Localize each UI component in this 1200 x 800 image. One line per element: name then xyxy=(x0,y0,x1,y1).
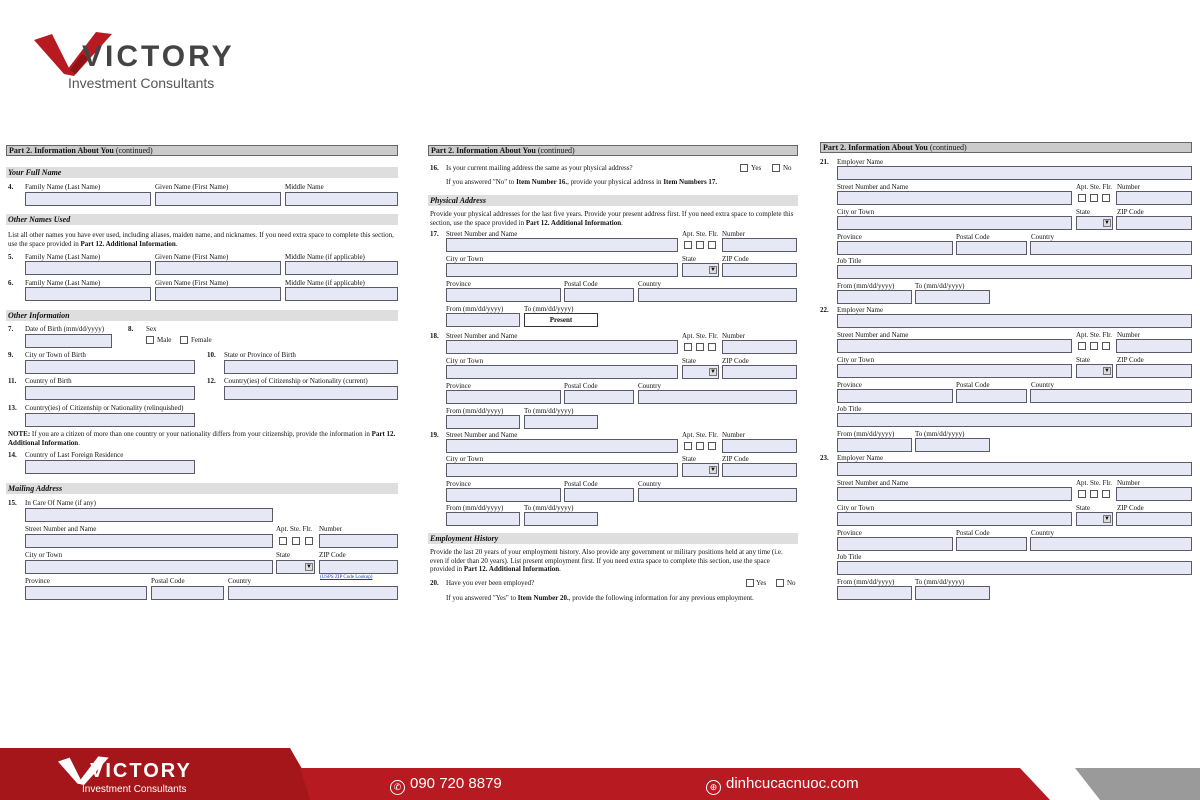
q13-label: Country(ies) of Citizenship or Nationality (relinquished) xyxy=(25,404,184,412)
q21-zip-label: ZIP Code xyxy=(1117,208,1144,216)
q22-street-field[interactable] xyxy=(837,339,1072,353)
q4-middle-label: Middle Name xyxy=(285,183,324,191)
q18-ste-checkbox[interactable] xyxy=(696,343,704,351)
q18-apt-label: Apt. Ste. Flr. xyxy=(682,332,718,340)
sex-female-label: Female xyxy=(191,336,212,344)
q19-number-label: Number xyxy=(722,431,745,439)
page1-header: Part 2. Information About You (continued) xyxy=(6,145,398,156)
q6-family-label: Family Name (Last Name) xyxy=(25,279,101,287)
q10-number: 10. xyxy=(207,351,216,359)
q7-label: Date of Birth (mm/dd/yyyy) xyxy=(25,325,105,333)
q19-country-label: Country xyxy=(638,480,661,488)
q19-from-label: From (mm/dd/yyyy) xyxy=(446,504,504,512)
q23-postal-field[interactable] xyxy=(956,537,1027,551)
q21-number-field[interactable] xyxy=(1116,191,1192,205)
q18-zip-field[interactable] xyxy=(722,365,797,379)
other-names-intro: List all other names you have ever used, including aliases, maiden name, and nicknames. If you need extra space to complete this section, use the space provided in Part 12. Additional Information. xyxy=(8,231,394,248)
q19-to-field[interactable] xyxy=(524,512,598,526)
q21-employer-field[interactable] xyxy=(837,166,1192,180)
chevron-down-icon: ▼ xyxy=(1104,368,1110,374)
q17-street-field[interactable] xyxy=(446,238,678,252)
q17-apt-checkbox[interactable] xyxy=(684,241,692,249)
q13-number: 13. xyxy=(8,404,17,412)
in-care-of-field[interactable] xyxy=(25,508,273,522)
q16-number: 16. xyxy=(430,164,439,172)
q20-yes-label: Yes xyxy=(756,579,767,587)
q18-state-label: State xyxy=(682,357,696,365)
q17-province-field[interactable] xyxy=(446,288,561,302)
q17-zip-label: ZIP Code xyxy=(722,255,749,263)
q17-from-label: From (mm/dd/yyyy) xyxy=(446,305,504,313)
q6-middle-label: Middle Name (if applicable) xyxy=(285,279,365,287)
q22-street-label: Street Number and Name xyxy=(837,331,909,339)
middle-name-field[interactable] xyxy=(285,192,398,206)
q19-city-label: City or Town xyxy=(446,455,484,463)
q23-to-label: To (mm/dd/yyyy) xyxy=(915,578,965,586)
q23-number-field[interactable] xyxy=(1116,487,1192,501)
q21-city-field[interactable] xyxy=(837,216,1072,230)
chevron-down-icon: ▼ xyxy=(710,369,716,375)
q11-label: Country of Birth xyxy=(25,377,72,385)
chevron-down-icon: ▼ xyxy=(1104,516,1110,522)
citizenship-note: NOTE: If you are a citizen of more than one country or your nationality differs from your citizenship, provide the information in Part 12. Additional Information. xyxy=(8,430,396,447)
q4-number: 4. xyxy=(8,183,14,191)
q17-to-label: To (mm/dd/yyyy) xyxy=(524,305,574,313)
page2-header: Part 2. Information About You (continued) xyxy=(428,145,798,156)
q22-zip-field[interactable] xyxy=(1116,364,1192,378)
q19-street-field[interactable] xyxy=(446,439,678,453)
q23-job-field[interactable] xyxy=(837,561,1192,575)
q17-flr-checkbox[interactable] xyxy=(708,241,716,249)
q21-country-field[interactable] xyxy=(1030,241,1192,255)
brand-tagline: Investment Consultants xyxy=(68,75,215,91)
q8-number: 8. xyxy=(128,325,134,333)
q21-flr-checkbox[interactable] xyxy=(1102,194,1110,202)
mailing-apt-checkbox[interactable] xyxy=(279,537,287,545)
q15-number: 15. xyxy=(8,499,17,507)
other-middle-name-field-2[interactable] xyxy=(285,287,398,301)
q18-to-label: To (mm/dd/yyyy) xyxy=(524,407,574,415)
chevron-down-icon: ▼ xyxy=(710,467,716,473)
q20-note: If you answered "Yes" to Item Number 20., provide the following information for any previous employment. xyxy=(446,594,754,602)
q18-to-field[interactable] xyxy=(524,415,598,429)
q19-postal-field[interactable] xyxy=(564,488,634,502)
q12-label: Country(ies) of Citizenship or Nationality (current) xyxy=(224,377,368,385)
q5-number: 5. xyxy=(8,253,14,261)
sex-male-label: Male xyxy=(157,336,172,344)
q18-country-field[interactable] xyxy=(638,390,797,404)
q22-to-field[interactable] xyxy=(915,438,990,452)
q21-country-label: Country xyxy=(1031,233,1054,241)
brand-name: VICTORY xyxy=(82,40,235,73)
q18-apt-checkbox[interactable] xyxy=(684,343,692,351)
section-other-information: Other Information xyxy=(6,310,398,321)
footer-phone-text: 090 720 8879 xyxy=(410,775,502,792)
mailing-country-field[interactable] xyxy=(228,586,398,600)
q17-country-field[interactable] xyxy=(638,288,797,302)
q23-country-label: Country xyxy=(1031,529,1054,537)
q22-state-select[interactable] xyxy=(1076,364,1113,378)
q19-state-label: State xyxy=(682,455,696,463)
q23-zip-field[interactable] xyxy=(1116,512,1192,526)
victory-logo-footer xyxy=(58,754,198,796)
q21-apt-label: Apt. Ste. Flr. xyxy=(1076,183,1112,191)
q23-street-field[interactable] xyxy=(837,487,1072,501)
q17-postal-label: Postal Code xyxy=(564,280,598,288)
q18-number-field[interactable] xyxy=(722,340,797,354)
q17-number-label: Number xyxy=(722,230,745,238)
q22-postal-field[interactable] xyxy=(956,389,1027,403)
q21-job-field[interactable] xyxy=(837,265,1192,279)
q5-given-label: Given Name (First Name) xyxy=(155,253,229,261)
q21-postal-field[interactable] xyxy=(956,241,1027,255)
mailing-zip-label: ZIP Code xyxy=(319,551,346,559)
q17-from-field[interactable] xyxy=(446,313,520,327)
q23-from-field[interactable] xyxy=(837,586,912,600)
q16-note: If you answered "No" to Item Number 16., provide your physical address in Item Numbers 17. xyxy=(446,178,718,186)
q23-ste-checkbox[interactable] xyxy=(1090,490,1098,498)
q22-country-field[interactable] xyxy=(1030,389,1192,403)
q23-zip-label: ZIP Code xyxy=(1117,504,1144,512)
q19-number: 19. xyxy=(430,431,439,439)
q18-zip-label: ZIP Code xyxy=(722,357,749,365)
sex-male-checkbox[interactable] xyxy=(146,336,154,344)
q20-label: Have you ever been employed? xyxy=(446,579,535,587)
mailing-province-field[interactable] xyxy=(25,586,147,600)
other-family-name-field-2[interactable] xyxy=(25,287,151,301)
employment-intro: Provide the last 20 years of your employment history. Also provide any government or military positions held at any time (i.e. even if older than 20 years). List present employment first. If you need extra space to complete this section, use the space provided in Part 12. Additional Information. xyxy=(430,548,783,573)
q5-family-label: Family Name (Last Name) xyxy=(25,253,101,261)
chevron-down-icon: ▼ xyxy=(710,267,716,273)
q23-number-label: Number xyxy=(1117,479,1140,487)
date-of-birth-field[interactable] xyxy=(25,334,112,348)
mailing-state-label: State xyxy=(276,551,290,559)
q17-number-field[interactable] xyxy=(722,238,797,252)
q23-flr-checkbox[interactable] xyxy=(1102,490,1110,498)
q14-label: Country of Last Foreign Residence xyxy=(25,451,124,459)
mailing-number-field[interactable] xyxy=(319,534,398,548)
q14-number: 14. xyxy=(8,451,17,459)
chevron-down-icon: ▼ xyxy=(1104,220,1110,226)
page3-header: Part 2. Information About You (continued) xyxy=(820,142,1192,153)
city-of-birth-field[interactable] xyxy=(25,360,195,374)
q7-number: 7. xyxy=(8,325,14,333)
form-page-2 xyxy=(428,145,800,605)
footer-phone[interactable] xyxy=(390,775,502,795)
mailing-city-label: City or Town xyxy=(25,551,63,559)
q18-postal-field[interactable] xyxy=(564,390,634,404)
q23-employer-label: Employer Name xyxy=(837,454,884,462)
citizenship-current-field[interactable] xyxy=(224,386,398,400)
q21-ste-checkbox[interactable] xyxy=(1090,194,1098,202)
country-of-birth-field[interactable] xyxy=(25,386,195,400)
q16-yes-checkbox[interactable] xyxy=(740,164,748,172)
q22-job-field[interactable] xyxy=(837,413,1192,427)
mailing-flr-checkbox[interactable] xyxy=(305,537,313,545)
q18-from-label: From (mm/dd/yyyy) xyxy=(446,407,504,415)
q18-state-select[interactable] xyxy=(682,365,719,379)
section-full-name: Your Full Name xyxy=(6,167,398,178)
q6-given-label: Given Name (First Name) xyxy=(155,279,229,287)
mailing-province-label: Province xyxy=(25,577,50,585)
q21-to-field[interactable] xyxy=(915,290,990,304)
q16-label: Is your current mailing address the same as your physical address? xyxy=(446,164,633,172)
q9-label: City or Town of Birth xyxy=(25,351,86,359)
q21-street-field[interactable] xyxy=(837,191,1072,205)
given-name-field[interactable] xyxy=(155,192,281,206)
victory-logo-top xyxy=(34,30,234,95)
q19-apt-label: Apt. Ste. Flr. xyxy=(682,431,718,439)
q21-province-field[interactable] xyxy=(837,241,953,255)
q19-zip-field[interactable] xyxy=(722,463,797,477)
q17-state-select[interactable] xyxy=(682,263,719,277)
q17-country-label: Country xyxy=(638,280,661,288)
q21-city-label: City or Town xyxy=(837,208,875,216)
q17-present-button[interactable]: Present xyxy=(524,313,598,327)
mailing-state-select[interactable] xyxy=(276,560,315,574)
q23-job-label: Job Title xyxy=(837,553,862,561)
q20-yes-checkbox[interactable] xyxy=(746,579,754,587)
q22-province-label: Province xyxy=(837,381,862,389)
q17-postal-field[interactable] xyxy=(564,288,634,302)
mailing-zip-field[interactable] xyxy=(319,560,398,574)
q18-city-field[interactable] xyxy=(446,365,678,379)
q21-number: 21. xyxy=(820,158,829,166)
other-given-name-field-2[interactable] xyxy=(155,287,281,301)
q19-from-field[interactable] xyxy=(446,512,520,526)
mailing-postal-field[interactable] xyxy=(151,586,224,600)
q18-street-label: Street Number and Name xyxy=(446,332,518,340)
q23-to-field[interactable] xyxy=(915,586,990,600)
mailing-apt-label: Apt. Ste. Flr. xyxy=(276,525,312,533)
q21-apt-checkbox[interactable] xyxy=(1078,194,1086,202)
q21-from-label: From (mm/dd/yyyy) xyxy=(837,282,895,290)
q22-flr-checkbox[interactable] xyxy=(1102,342,1110,350)
q22-zip-label: ZIP Code xyxy=(1117,356,1144,364)
q12-number: 12. xyxy=(207,377,216,385)
citizenship-relinquished-field[interactable] xyxy=(25,413,195,427)
mailing-city-field[interactable] xyxy=(25,560,273,574)
q21-employer-label: Employer Name xyxy=(837,158,884,166)
state-of-birth-field[interactable] xyxy=(224,360,398,374)
form-page-1 xyxy=(6,145,400,605)
q19-city-field[interactable] xyxy=(446,463,678,477)
q23-province-label: Province xyxy=(837,529,862,537)
q21-state-select[interactable] xyxy=(1076,216,1113,230)
other-family-name-field-1[interactable] xyxy=(25,261,151,275)
q21-zip-field[interactable] xyxy=(1116,216,1192,230)
q17-street-label: Street Number and Name xyxy=(446,230,518,238)
footer-brand-tagline: Investment Consultants xyxy=(82,784,187,795)
section-employment-history: Employment History xyxy=(428,533,798,544)
globe-icon: ⊕ xyxy=(706,780,721,795)
q22-apt-checkbox[interactable] xyxy=(1078,342,1086,350)
q22-ste-checkbox[interactable] xyxy=(1090,342,1098,350)
q17-state-label: State xyxy=(682,255,696,263)
mailing-country-label: Country xyxy=(228,577,251,585)
q23-from-label: From (mm/dd/yyyy) xyxy=(837,578,895,586)
q23-state-select[interactable] xyxy=(1076,512,1113,526)
other-middle-name-field-1[interactable] xyxy=(285,261,398,275)
mailing-postal-label: Postal Code xyxy=(151,577,185,585)
q22-city-label: City or Town xyxy=(837,356,875,364)
q20-no-label: No xyxy=(787,579,796,587)
q18-flr-checkbox[interactable] xyxy=(708,343,716,351)
q23-street-label: Street Number and Name xyxy=(837,479,909,487)
q22-apt-label: Apt. Ste. Flr. xyxy=(1076,331,1112,339)
q23-state-label: State xyxy=(1076,504,1090,512)
q22-employer-field[interactable] xyxy=(837,314,1192,328)
q21-to-label: To (mm/dd/yyyy) xyxy=(915,282,965,290)
q22-postal-label: Postal Code xyxy=(956,381,990,389)
q19-number-field[interactable] xyxy=(722,439,797,453)
q19-province-field[interactable] xyxy=(446,488,561,502)
q15-label: In Care Of Name (if any) xyxy=(25,499,96,507)
q17-province-label: Province xyxy=(446,280,471,288)
q18-street-field[interactable] xyxy=(446,340,678,354)
q19-country-field[interactable] xyxy=(638,488,797,502)
q22-number-label: Number xyxy=(1117,331,1140,339)
q23-number: 23. xyxy=(820,454,829,462)
footer-brand-name: VICTORY xyxy=(90,760,192,782)
q23-postal-label: Postal Code xyxy=(956,529,990,537)
q23-country-field[interactable] xyxy=(1030,537,1192,551)
last-foreign-residence-field[interactable] xyxy=(25,460,195,474)
q4-family-label: Family Name (Last Name) xyxy=(25,183,101,191)
q23-city-label: City or Town xyxy=(837,504,875,512)
q21-province-label: Province xyxy=(837,233,862,241)
q6-number: 6. xyxy=(8,279,14,287)
q19-zip-label: ZIP Code xyxy=(722,455,749,463)
q18-province-label: Province xyxy=(446,382,471,390)
q20-no-checkbox[interactable] xyxy=(776,579,784,587)
q19-to-label: To (mm/dd/yyyy) xyxy=(524,504,574,512)
q9-number: 9. xyxy=(8,351,14,359)
mailing-ste-checkbox[interactable] xyxy=(292,537,300,545)
q19-state-select[interactable] xyxy=(682,463,719,477)
form-page-3 xyxy=(820,145,1194,605)
q22-number-field[interactable] xyxy=(1116,339,1192,353)
q16-yes-label: Yes xyxy=(751,164,762,172)
q18-from-field[interactable] xyxy=(446,415,520,429)
q17-number: 17. xyxy=(430,230,439,238)
q18-number: 18. xyxy=(430,332,439,340)
usps-zip-lookup-link[interactable]: (USPS ZIP Code Lookup) xyxy=(320,575,373,580)
footer-website-text: dinhcucacnuoc.com xyxy=(726,775,859,792)
q23-employer-field[interactable] xyxy=(837,462,1192,476)
q23-apt-label: Apt. Ste. Flr. xyxy=(1076,479,1112,487)
q17-city-field[interactable] xyxy=(446,263,678,277)
q4-given-label: Given Name (First Name) xyxy=(155,183,229,191)
q21-postal-label: Postal Code xyxy=(956,233,990,241)
q10-label: State or Province of Birth xyxy=(224,351,296,359)
mailing-number-label: Number xyxy=(319,525,342,533)
section-other-names: Other Names Used xyxy=(6,214,398,225)
mailing-street-label: Street Number and Name xyxy=(25,525,97,533)
q21-job-label: Job Title xyxy=(837,257,862,265)
q22-province-field[interactable] xyxy=(837,389,953,403)
q22-from-label: From (mm/dd/yyyy) xyxy=(837,430,895,438)
q18-province-field[interactable] xyxy=(446,390,561,404)
section-physical-address: Physical Address xyxy=(428,195,798,206)
q21-number-label: Number xyxy=(1117,183,1140,191)
sex-female-checkbox[interactable] xyxy=(180,336,188,344)
q11-number: 11. xyxy=(8,377,17,385)
q23-city-field[interactable] xyxy=(837,512,1072,526)
q23-apt-checkbox[interactable] xyxy=(1078,490,1086,498)
q5-middle-label: Middle Name (if applicable) xyxy=(285,253,365,261)
q19-ste-checkbox[interactable] xyxy=(696,442,704,450)
q22-number: 22. xyxy=(820,306,829,314)
q16-no-checkbox[interactable] xyxy=(772,164,780,172)
q8-label: Sex xyxy=(146,325,157,333)
q17-apt-label: Apt. Ste. Flr. xyxy=(682,230,718,238)
q22-state-label: State xyxy=(1076,356,1090,364)
footer-website[interactable] xyxy=(706,775,859,795)
physical-intro: Provide your physical addresses for the last five years. Provide your present address first. If you need extra space to complete this section, use the space provided in Part 12. Additional Information. xyxy=(430,210,794,227)
q22-employer-label: Employer Name xyxy=(837,306,884,314)
q18-number-label: Number xyxy=(722,332,745,340)
chevron-down-icon: ▼ xyxy=(306,564,312,570)
q22-country-label: Country xyxy=(1031,381,1054,389)
q16-no-label: No xyxy=(783,164,792,172)
q21-state-label: State xyxy=(1076,208,1090,216)
section-mailing-address: Mailing Address xyxy=(6,483,398,494)
q22-job-label: Job Title xyxy=(837,405,862,413)
q18-country-label: Country xyxy=(638,382,661,390)
q22-from-field[interactable] xyxy=(837,438,912,452)
q19-apt-checkbox[interactable] xyxy=(684,442,692,450)
q18-postal-label: Postal Code xyxy=(564,382,598,390)
q21-street-label: Street Number and Name xyxy=(837,183,909,191)
q19-flr-checkbox[interactable] xyxy=(708,442,716,450)
q19-postal-label: Postal Code xyxy=(564,480,598,488)
phone-icon: ✆ xyxy=(390,780,405,795)
family-name-field[interactable] xyxy=(25,192,151,206)
q21-from-field[interactable] xyxy=(837,290,912,304)
q22-city-field[interactable] xyxy=(837,364,1072,378)
q17-city-label: City or Town xyxy=(446,255,484,263)
q17-zip-field[interactable] xyxy=(722,263,797,277)
q19-province-label: Province xyxy=(446,480,471,488)
q22-to-label: To (mm/dd/yyyy) xyxy=(915,430,965,438)
q17-ste-checkbox[interactable] xyxy=(696,241,704,249)
q18-city-label: City or Town xyxy=(446,357,484,365)
q20-number: 20. xyxy=(430,579,439,587)
mailing-street-field[interactable] xyxy=(25,534,273,548)
q19-street-label: Street Number and Name xyxy=(446,431,518,439)
q23-province-field[interactable] xyxy=(837,537,953,551)
other-given-name-field-1[interactable] xyxy=(155,261,281,275)
